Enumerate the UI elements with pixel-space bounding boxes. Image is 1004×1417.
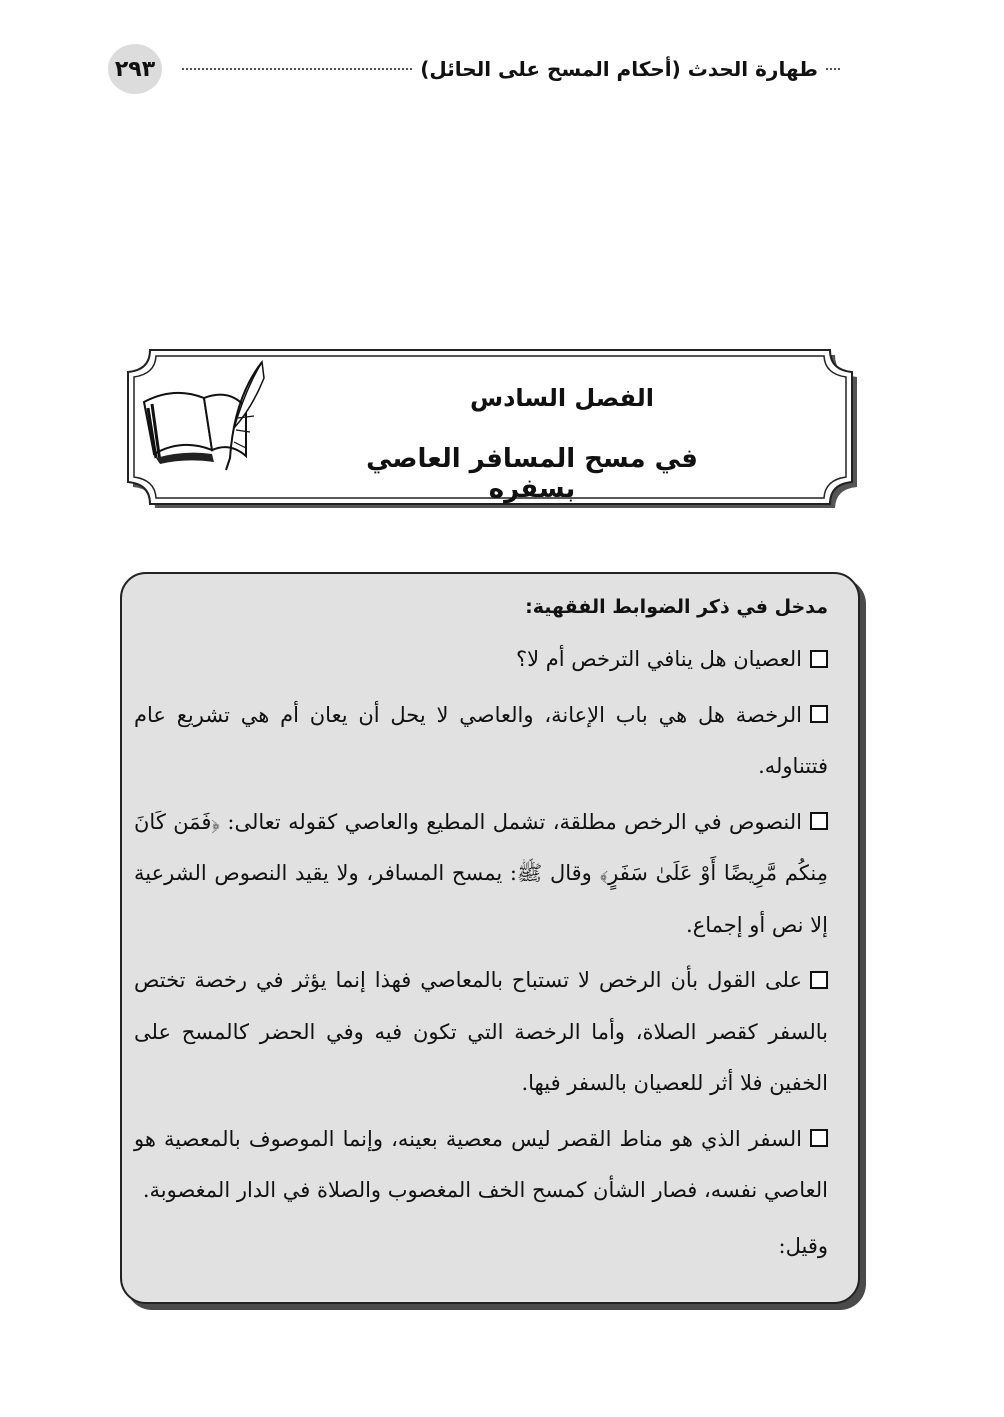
checkbox-icon <box>810 971 828 989</box>
leader-dots <box>182 68 412 70</box>
chapter-subtitle: في مسح المسافر العاصي بسفره <box>366 444 698 504</box>
chapter-banner <box>112 346 868 508</box>
page-number: ٢٩٣ <box>108 44 162 94</box>
checkbox-icon <box>810 1129 828 1147</box>
checkbox-icon <box>810 705 828 723</box>
running-title: طهارة الحدث (أحكام المسح على الحائل) <box>420 57 818 81</box>
list-item <box>134 1114 828 1217</box>
list-item <box>134 955 828 1110</box>
list-item <box>134 690 828 793</box>
running-head <box>174 52 848 86</box>
list-item-text: السفر الذي هو مناط القصر ليس معصية بعينه، وإنما الموصوف بالمعصية هو العاصي نفسه، فصار الشأن كمسح الخف المغصوب والصلاة في الدار المغصوبة. <box>134 1126 828 1202</box>
leader-dots <box>826 68 840 70</box>
list-item-text: العصيان هل ينافي الترخص أم لا؟ <box>515 647 802 671</box>
checkbox-icon <box>810 650 828 668</box>
box-intro: مدخل في ذكر الضوابط الفقهية: <box>525 596 828 618</box>
list-item-text: الرخصة هل هي باب الإعانة، والعاصي لا يحل أن يعان أم هي تشريع عام فتتناوله. <box>134 702 828 778</box>
page-header <box>108 44 848 94</box>
checkbox-icon <box>810 812 828 830</box>
list-item-text: على القول بأن الرخص لا تستباح بالمعاصي فهذا إنما يؤثر في رخصة تختص بالسفر كقصر الصلاة، وأما الرخصة التي تكون فيه وفي الحضر كالمسح على الخفين فلا أثر للعصيان بالسفر فيها. <box>134 968 828 1095</box>
list-item <box>134 797 828 952</box>
open-book-with-quill-icon <box>134 358 274 478</box>
list-item <box>134 634 828 686</box>
closing-text: وقيل: <box>778 1233 828 1258</box>
chapter-title: الفصل السادس <box>469 384 655 412</box>
fiqh-rules-box <box>120 572 860 1304</box>
list-item-text: النصوص في الرخص مطلقة، تشمل المطيع والعاصي كقوله تعالى: ﴿فَمَن كَانَ مِنكُم مَّرِيضًا أَوْ عَلَىٰ سَفَرٍ﴾ وقال ﷺ: يمسح المسافر، ولا يقيد النصوص الشرعية إلا نص أو إجماع. <box>134 809 828 937</box>
